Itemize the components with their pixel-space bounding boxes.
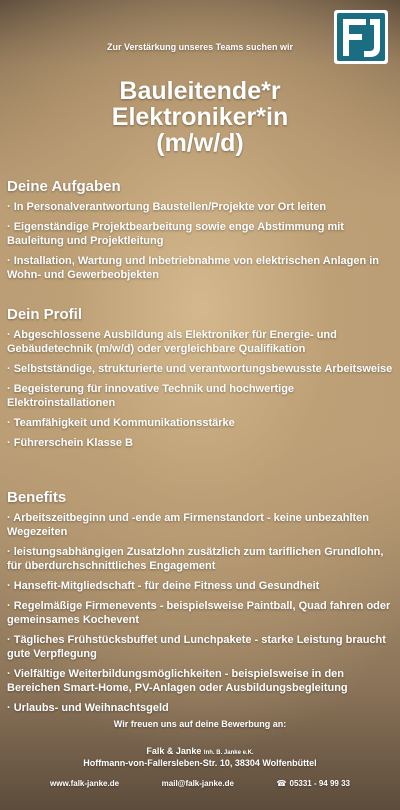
contact-row: [50, 779, 350, 788]
list-item: · Urlaubs- und Weihnachtsgeld: [7, 702, 169, 714]
section-heading-benefits: Benefits: [7, 489, 67, 506]
list-item: · Hansefit-Mitgliedschaft - für deine Fitness und Gesundheit: [7, 580, 320, 592]
list-item: · Abgeschlossene Ausbildung als Elektroniker für Energie- und Gebäudetechnik (m/w/d) oder vergleichbare Qualifikation: [7, 329, 337, 355]
fj-logo-icon: [334, 10, 388, 64]
list-item: · Begeisterung für innovative Technik und hochwertige Elektroinstallationen: [7, 383, 295, 409]
list-item: · Regelmäßige Firmenevents - beispielsweise Paintball, Quad fahren oder gemeinsames Kochevent: [7, 600, 391, 626]
job-title-line: Elektroniker*in: [111, 103, 289, 131]
list-item: · Tägliches Frühstücksbuffet und Lunchpakete - starke Leistung braucht gute Verpflegung: [7, 634, 386, 660]
company-address: Hoffmann-von-Fallersleben-Str. 10, 38304 Wolfenbüttel: [83, 758, 317, 768]
phone-text: 05331 - 94 99 33: [289, 779, 350, 788]
list-item: · leistungsabhängigen Zusatzlohn zusätzlich zum tariflichen Grundlohn, für überdurchschnittliches Engagement: [7, 546, 384, 572]
email-link[interactable]: mail@falk-janke.de: [161, 779, 234, 788]
company-name: [0, 746, 400, 756]
job-title: [0, 78, 400, 156]
list-item: · Selbstständige, strukturierte und verantwortungsbewusste Arbeitsweise: [7, 363, 393, 375]
list-item: · Teamfähigkeit und Kommunikationsstärke: [7, 417, 235, 429]
list-item: · Arbeitszeitbeginn und -ende am Firmenstandort - keine unbezahlten Wegezeiten: [7, 512, 370, 538]
section-heading-aufgaben: Deine Aufgaben: [7, 178, 121, 195]
company-owner: Inh. B. Janke e.K.: [203, 750, 254, 756]
benefits-list: [7, 511, 395, 721]
list-item: · Installation, Wartung und Inbetriebnahme von elektrischen Anlagen in Wohn- und Gewerbeobjekten: [7, 255, 380, 281]
kicker-text: Zur Verstärkung unseres Teams suchen wir: [107, 42, 293, 52]
application-cta: Wir freuen uns auf deine Bewerbung an:: [113, 719, 287, 729]
list-item: · Eigenständige Projektbearbeitung sowie enge Abstimmung mit Bauleitung und Projektleitung: [7, 221, 344, 247]
list-item: · Vielfältige Weiterbildungsmöglichkeiten - beispielsweise in den Bereichen Smart-Home, PV-Anlagen oder Ausbildungsbegleitung: [7, 668, 348, 694]
phone-icon: ☎: [276, 779, 287, 788]
list-item: · In Personalverantwortung Baustellen/Projekte vor Ort leiten: [7, 201, 327, 213]
phone-number[interactable]: [277, 779, 350, 788]
section-heading-profil: Dein Profil: [7, 306, 83, 323]
job-title-line: (m/w/d): [156, 129, 244, 157]
job-title-line: Bauleitende*r: [119, 77, 281, 105]
profil-list: [7, 328, 395, 456]
company-name-text: Falk & Janke: [146, 746, 202, 756]
website-link[interactable]: www.falk-janke.de: [50, 779, 120, 788]
aufgaben-list: [7, 200, 395, 288]
list-item: · Führerschein Klasse B: [7, 437, 133, 449]
